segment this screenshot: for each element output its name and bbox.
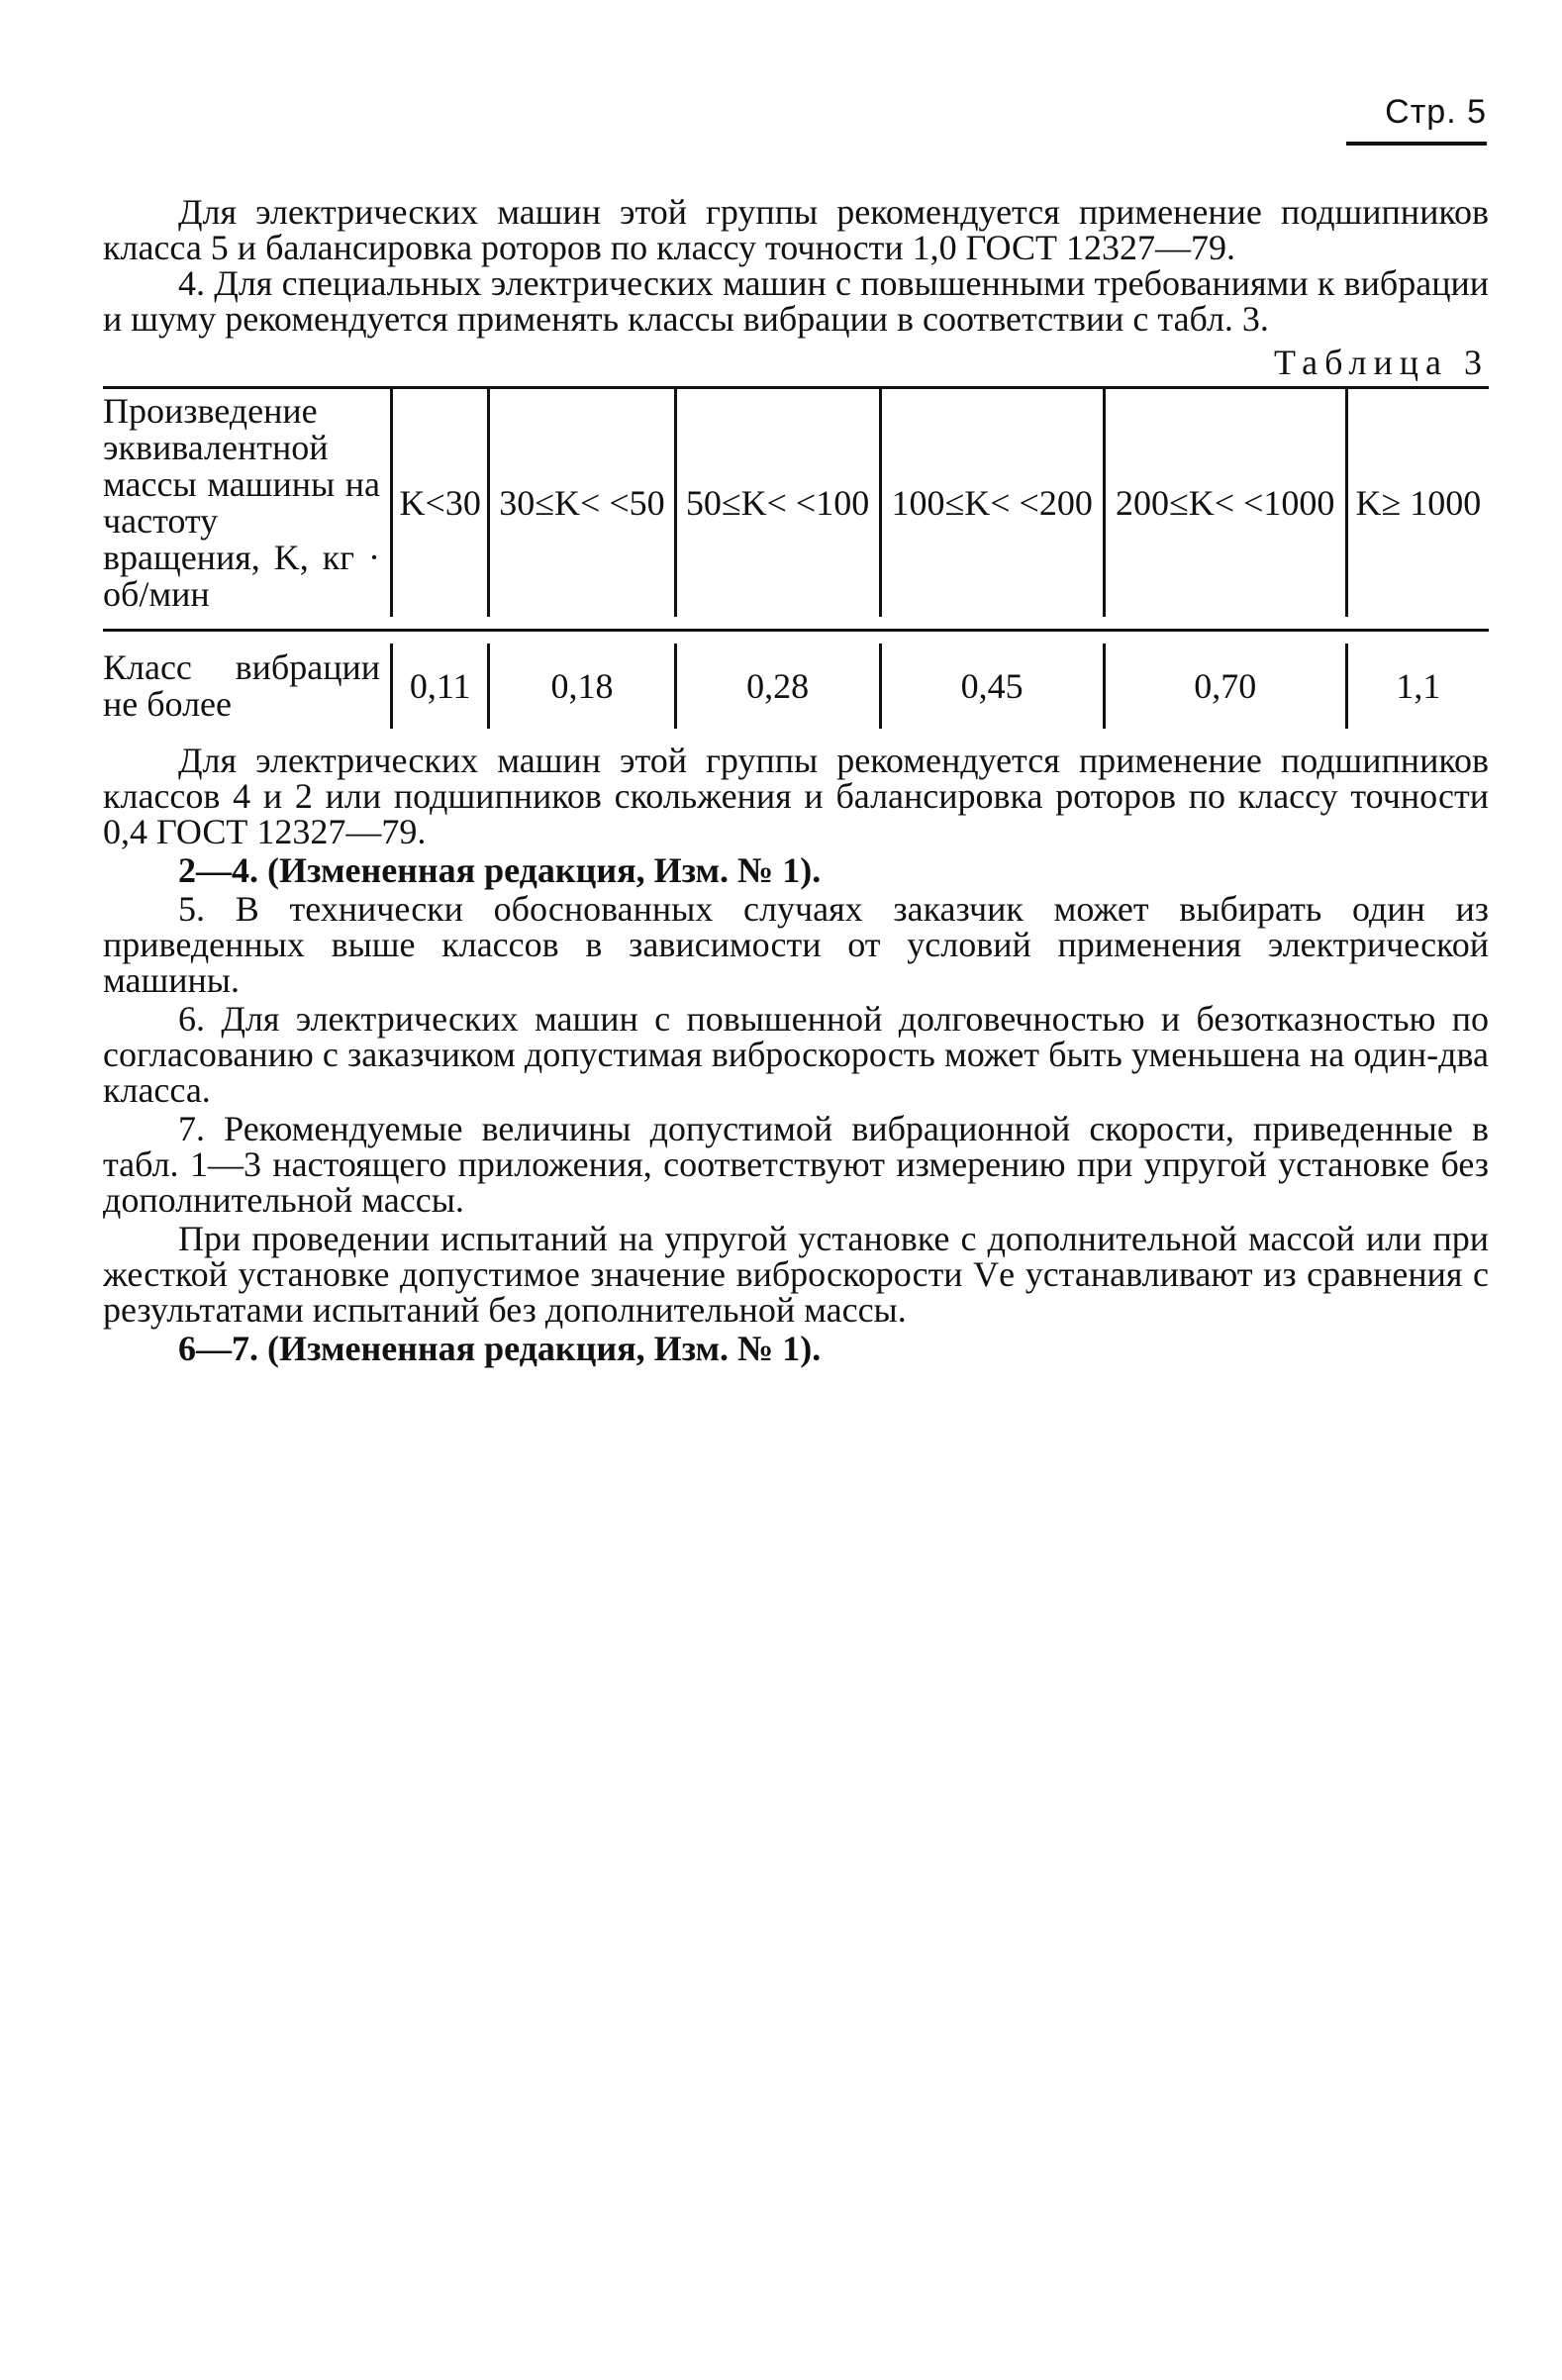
range-cell: 100≤K< <200 [880,389,1104,617]
row-header-label: Класс вибрации не более [103,647,380,724]
amendment-note: 6—7. (Измененная редакция, Изм. № 1). [178,1329,822,1368]
class-cell: 0,45 [880,644,1104,729]
paragraph: Для электрических машин этой группы рекомендуется применение подшипников классов 4 и 2 или подшипников скольжения и балансировка роторов по классу точности 0,4 ГОСТ 12327—79. [103,741,1489,851]
class-cell: 0,70 [1104,644,1346,729]
table-spacer [103,632,1489,644]
table-caption: Таблица 3 [1274,343,1489,382]
range-cell: 30≤K< <50 [489,389,675,617]
row-header-label: Произведение эквивалентной массы машины на частоту вращения, K, кг · об/мин [103,391,380,614]
document-body [103,194,1489,1366]
paragraph: Для электрических машин этой группы рекомендуется применение подшипников класса 5 и балансировка роторов по классу точности 1,0 ГОСТ 12327—79. [103,192,1489,267]
range-cell: K<30 [392,389,489,617]
table-row [103,644,1489,729]
paragraph: При проведении испытаний на упругой установке с дополнительной массой или при жесткой установке допустимое значение виброскорости Vе устанавливают из сравнения с результатами испытаний без дополнительной массы. [103,1219,1489,1330]
class-cell: 0,18 [489,644,675,729]
page-number: Стр. 5 [1385,93,1487,131]
paragraph: 7. Рекомендуемые величины допустимой вибрационной скорости, приведенные в табл. 1—3 настоящего приложения, соответствуют измерению при упругой установке без дополнительной массы. [103,1109,1489,1220]
table-row [103,389,1489,617]
class-cell: 0,11 [392,644,489,729]
page-number-underline [1346,142,1487,146]
paragraph: 6. Для электрических машин с повышенной долговечностью и безотказностью по согласованию с заказчиком допустимая виброскорость может быть уменьшена на один-два класса. [103,999,1489,1110]
paragraph: 4. Для специальных электрических машин с повышенными требованиями к вибрации и шуму рекомендуется применять классы вибрации в соответствии с табл. 3. [103,263,1489,339]
class-cell: 0,28 [675,644,880,729]
table-spacer [103,617,1489,631]
paragraph: 5. В технически обоснованных случаях заказчик может выбирать один из приведенных выше классов в зависимости от условий применения электрической машины. [103,889,1489,1000]
range-cell: 200≤K< <1000 [1104,389,1346,617]
vibration-class-table [103,389,1489,729]
range-cell: K≥ 1000 [1346,389,1489,617]
class-cell: 1,1 [1346,644,1489,729]
amendment-note: 2—4. (Измененная редакция, Изм. № 1). [178,850,822,890]
range-cell: 50≤K< <100 [675,389,880,617]
